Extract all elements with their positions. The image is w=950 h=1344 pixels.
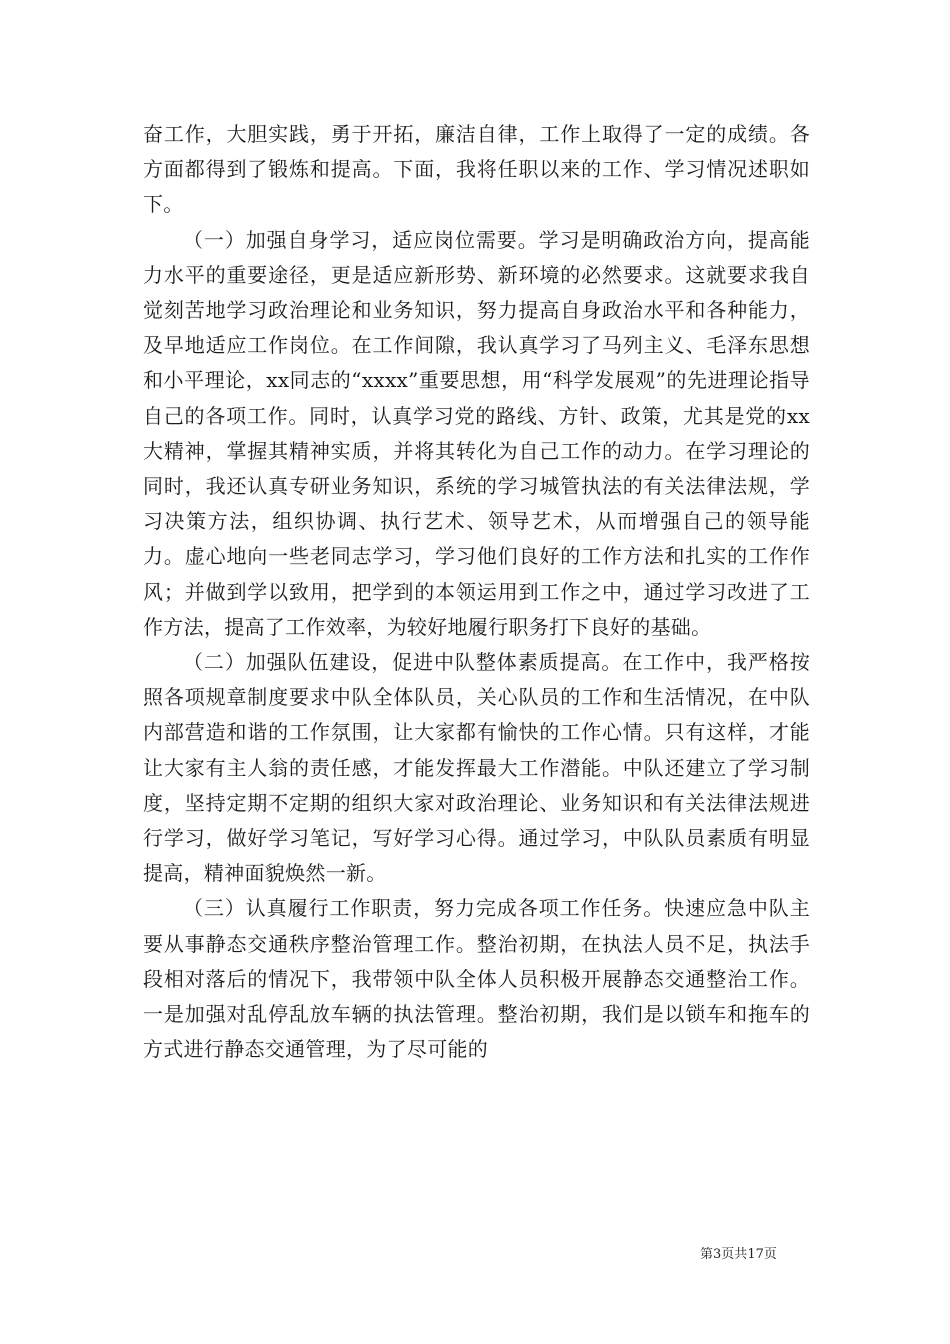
footer-prefix: 第 — [700, 1247, 714, 1262]
footer-current-page: 3 — [713, 1247, 722, 1262]
paragraph-1: 奋工作，大胆实践，勇于开拓，廉洁自律，工作上取得了一定的成绩。各方面都得到了锻炼和提高。下面，我将任职以来的工作、学习情况述职如下。 — [143, 122, 810, 217]
paragraph-4: （三）认真履行工作职责，努力完成各项工作任务。快速应急中队主要从事静态交通秩序整治管理工作。整治初期，在执法人员不足，执法手段相对落后的情况下，我带领中队全体人员积极开展静态交通整治工作。一是加强对乱停乱放车辆的执法管理。整治初期，我们是以锁车和拖车的方式进行静态交通管理，为了尽可能的 — [143, 896, 810, 1062]
paragraph-2: （一）加强自身学习，适应岗位需要。学习是明确政治方向，提高能力水平的重要途径，更是适应新形势、新环境的必然要求。这就要求我自觉刻苦地学习政治理论和业务知识，努力提高自身政治水平和各种能力，及早地适应工作岗位。在工作间隙，我认真学习了马列主义、毛泽东思想和小平理论，xx同志的“xxxx”重要思想，用“科学发展观”的先进理论指导自己的各项工作。同时，认真学习党的路线、方针、政策，尤其是党的xx大精神，掌握其精神实质，并将其转化为自己工作的动力。在学习理论的同时，我还认真专研业务知识，系统的学习城管执法的有关法律法规，学习决策方法，组织协调、执行艺术、领导艺术，从而增强自己的领导能力。虚心地向一些老同志学习，学习他们良好的工作方法和扎实的工作作风；并做到学以致用，把学到的本领运用到工作之中，通过学习改进了工作方法，提高了工作效率，为较好地履行职务打下良好的基础。 — [143, 227, 810, 639]
footer-total-pages: 17 — [747, 1247, 764, 1262]
document-body — [143, 117, 810, 1067]
footer-suffix: 页 — [763, 1247, 777, 1262]
footer-middle: 页共 — [721, 1247, 748, 1262]
page-number-footer — [700, 1243, 860, 1262]
paragraph-3: （二）加强队伍建设，促进中队整体素质提高。在工作中，我严格按照各项规章制度要求中队全体队员，关心队员的工作和生活情况，在中队内部营造和谐的工作氛围，让大家都有愉快的工作心情。只有这样，才能让大家有主人翁的责任感，才能发挥最大工作潜能。中队还建立了学习制度，坚持定期不定期的组织大家对政治理论、业务知识和有关法律法规进行学习，做好学习笔记，写好学习心得。通过学习，中队队员素质有明显提高，精神面貌焕然一新。 — [143, 650, 810, 886]
